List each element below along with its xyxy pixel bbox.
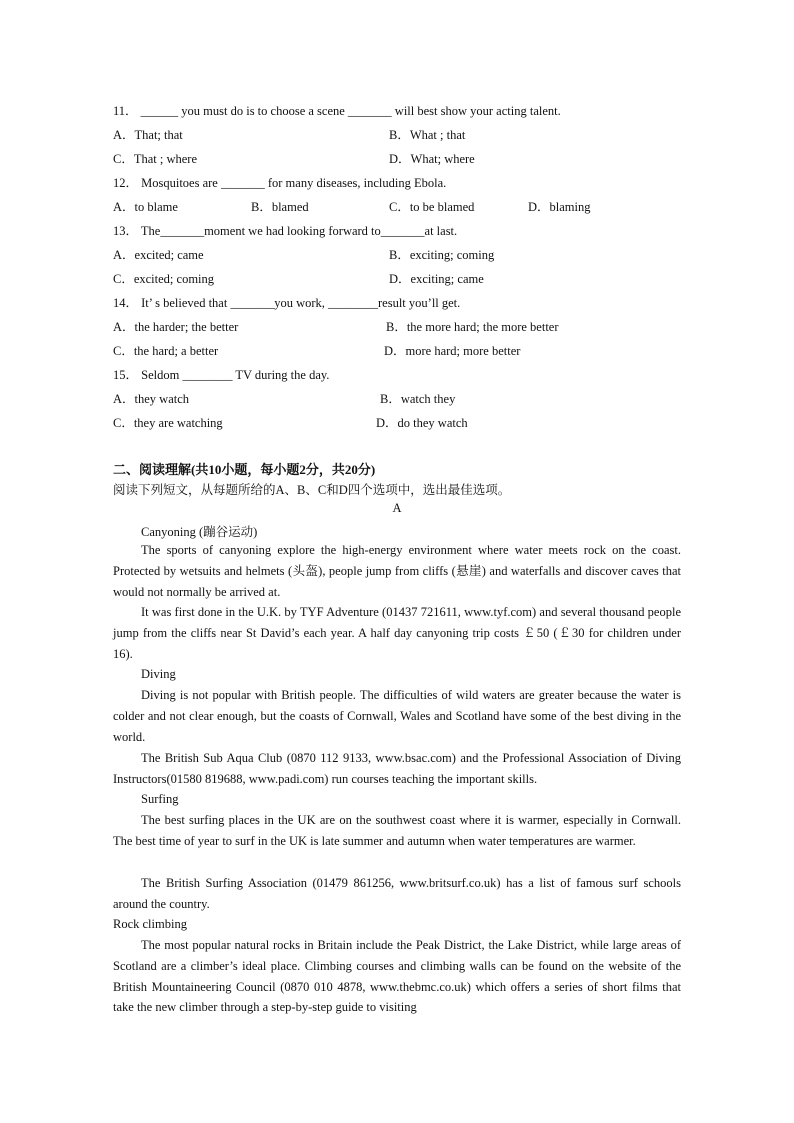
question-13-option-a: A．excited; came	[113, 248, 204, 262]
rock-climbing-paragraph-1: The most popular natural rocks in Britain include the Peak District, the Lake District, while large areas of Scotland are a climber’s ideal place. Climbing courses and climbing walls can be found on the website of the British Mountaineering Council (0870 010 4878, www.thebmc.co.uk) which offers a series of short films that take the new climber through a step-by-step guide to visiting	[113, 938, 681, 1015]
surfing-paragraph-2: The British Surfing Association (01479 861256, www.britsurf.co.uk) has a list of famous surf schools around the country.	[113, 876, 681, 911]
canyoning-paragraph-2: It was first done in the U.K. by TYF Adventure (01437 721611, www.tyf.com) and several thousand people jump from the cliffs near St David’s each year. A half day canyoning trip costs ￡50 (￡30 for children under 16).	[113, 605, 681, 661]
question-14-option-a: A．the harder; the better	[113, 320, 239, 334]
canyoning-heading: Canyoning (蹦谷运动)	[141, 525, 258, 539]
question-11-option-b: B．What ; that	[389, 128, 466, 142]
question-13-option-d: D．exciting; came	[389, 272, 484, 286]
question-13-option-c: C．excited; coming	[113, 272, 215, 286]
diving-heading: Diving	[141, 667, 176, 681]
question-14-option-b: B．the more hard; the more better	[386, 320, 559, 334]
passage-label: A	[392, 501, 402, 515]
question-13-option-b: B．exciting; coming	[389, 248, 495, 262]
question-11-option-c: C．That ; where	[113, 152, 198, 166]
question-14-option-c: C．the hard; a better	[113, 344, 219, 358]
question-15-option-b: B．watch they	[380, 392, 456, 406]
question-15-stem: 15． Seldom ________ TV during the day.	[113, 368, 330, 382]
question-12-option-c: C．to be blamed	[389, 200, 475, 214]
question-12-option-d: D．blaming	[528, 200, 591, 214]
question-15-option-c: C．they are watching	[113, 416, 223, 430]
diving-paragraph-1: Diving is not popular with British people. The difficulties of wild waters are greater because the water is colder and not clear enough, but the coasts of Cornwall, Wales and Scotland have some of the best diving in the world.	[113, 688, 681, 744]
question-15-option-a: A．they watch	[113, 392, 190, 406]
question-11-option-d: D．What; where	[389, 152, 475, 166]
diving-paragraph-2: The British Sub Aqua Club (0870 112 9133, www.bsac.com) and the Professional Association of Diving Instructors(01580 819688, www.padi.com) run courses teaching the important skills.	[113, 751, 681, 786]
surfing-paragraph-1: The best surfing places in the UK are on the southwest coast where it is warmer, especially in Cornwall. The best time of year to surf in the UK is late summer and autumn when water temperatures are warmer.	[113, 813, 681, 848]
question-15-option-d: D．do they watch	[376, 416, 468, 430]
surfing-heading: Surfing	[141, 792, 179, 806]
rock-climbing-heading: Rock climbing	[113, 917, 187, 931]
question-14-stem: 14． It’ s believed that _______you work, ________result you’ll get.	[113, 296, 461, 310]
question-12-stem: 12． Mosquitoes are _______ for many diseases, including Ebola.	[113, 176, 447, 190]
section-instruction: 阅读下列短文，从每题所给的A、B、C和D四个选项中，选出最佳选项。	[113, 483, 511, 497]
question-12-option-a: A．to blame	[113, 200, 178, 214]
canyoning-paragraph-1: The sports of canyoning explore the high-energy environment where water meets rock on the coast. Protected by wetsuits and helmets (头盔), people jump from cliffs (悬崖) and waterfalls and discover caves that would not normally be arrived at.	[113, 543, 681, 599]
section-title: 二、阅读理解(共10小题，每小题2分，共20分)	[113, 462, 376, 477]
question-11-stem: 11． ______ you must do is to choose a scene _______ will best show your acting talent.	[113, 104, 561, 118]
question-13-stem: 13． The_______moment we had looking forward to_______at last.	[113, 224, 458, 238]
question-12-option-b: B．blamed	[251, 200, 309, 214]
question-11-option-a: A．That; that	[113, 128, 183, 142]
question-14-option-d: D．more hard; more better	[384, 344, 521, 358]
